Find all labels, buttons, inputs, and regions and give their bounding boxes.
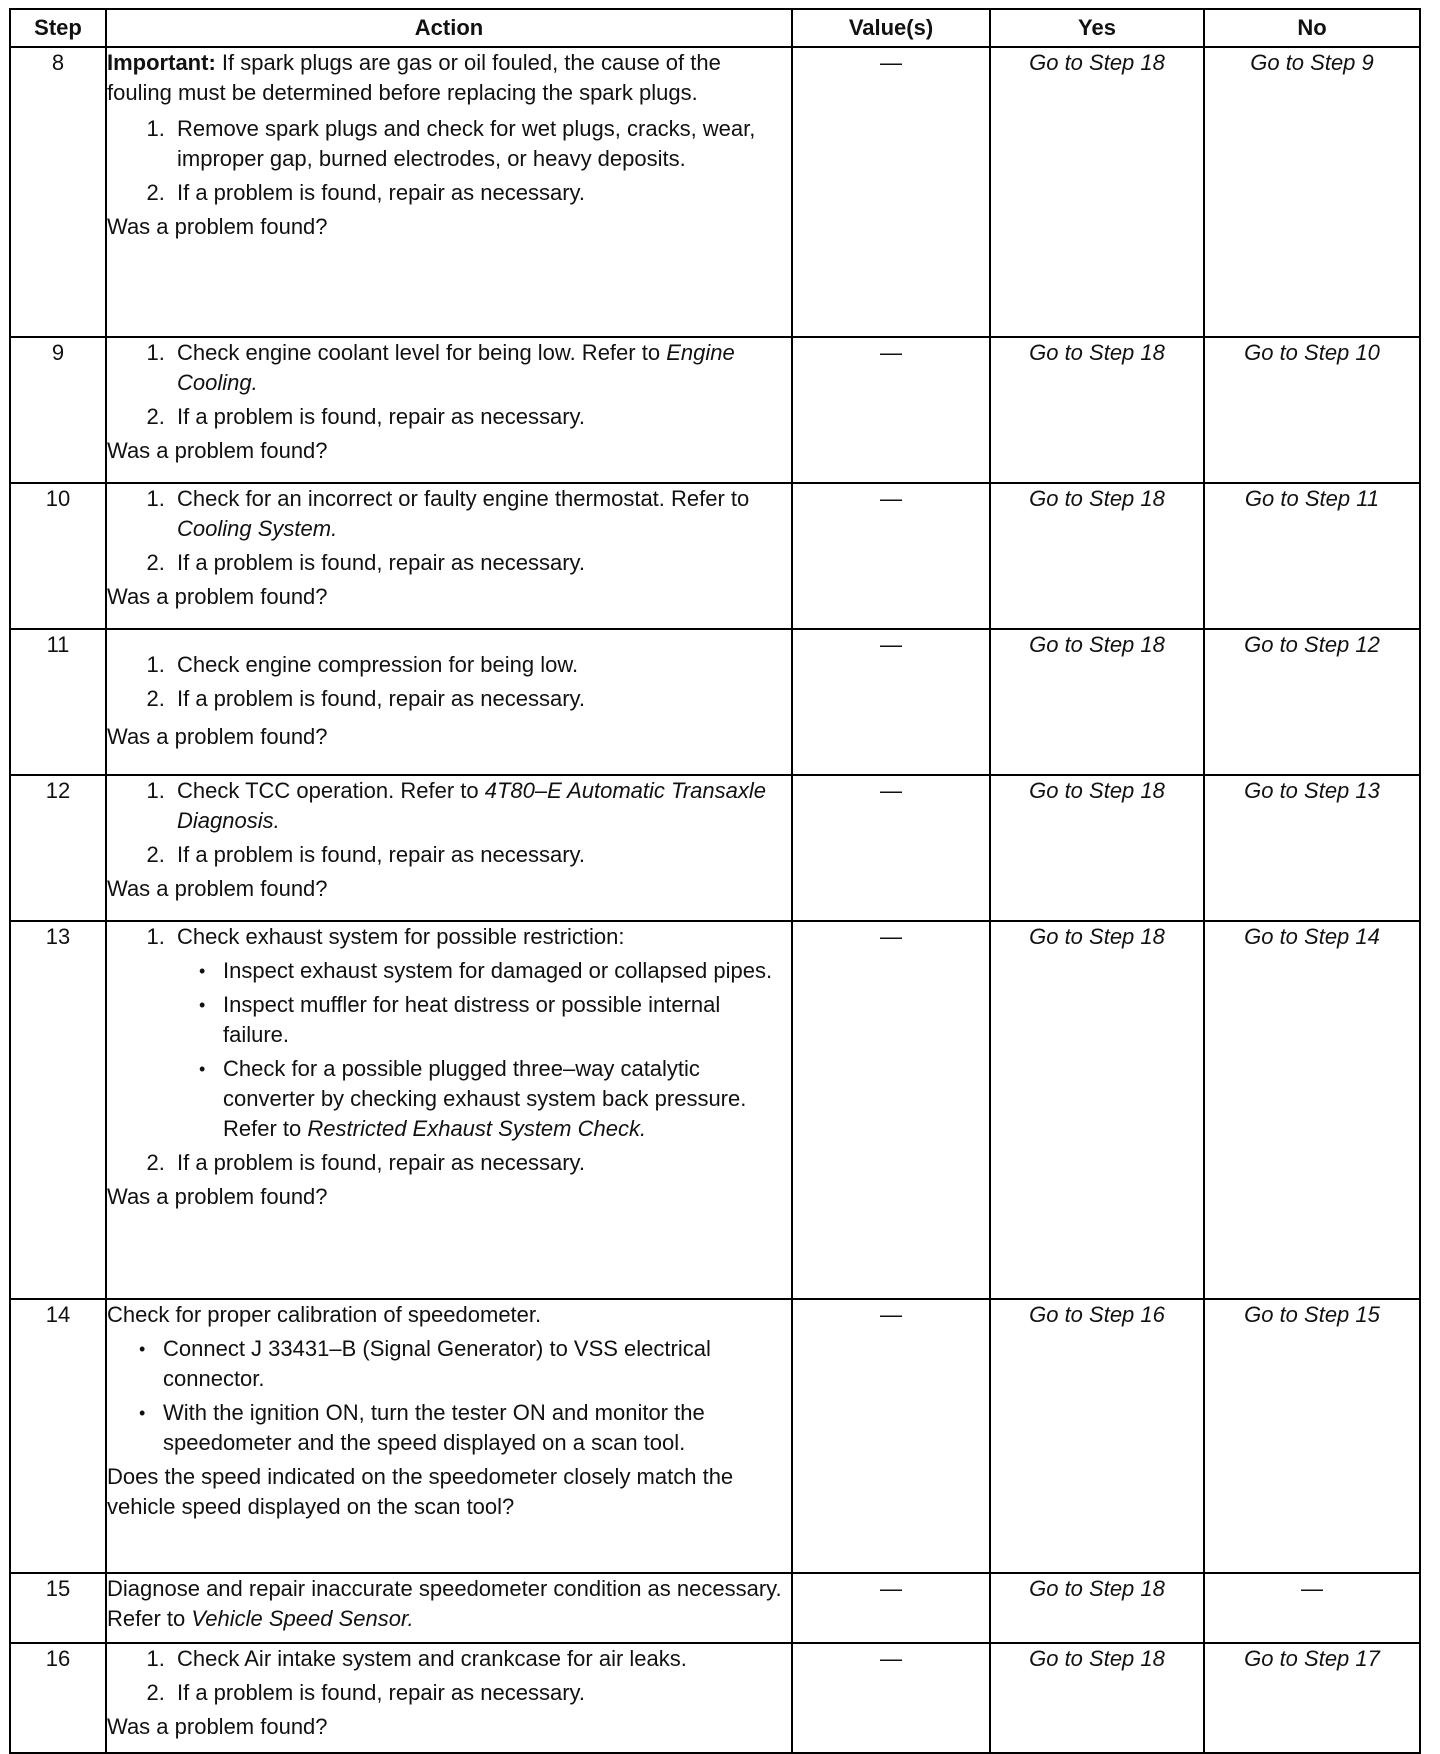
yes-cell: Go to Step 18	[990, 775, 1204, 921]
step-number: 12	[10, 775, 106, 921]
action-step-item	[171, 338, 791, 398]
reference-link-text: Vehicle Speed Sensor.	[191, 1606, 414, 1631]
value-cell: —	[792, 1573, 990, 1643]
question-text: Was a problem found?	[107, 438, 328, 463]
bullet-item: • Connect J 33431–B (Signal Generator) to VSS electrical connector.	[151, 1334, 791, 1394]
action-steps	[107, 114, 791, 208]
reference-link-text: 4T80–E Automatic Transaxle Diagnosis.	[177, 778, 766, 833]
header-no: No	[1204, 9, 1420, 47]
yes-cell: Go to Step 16	[990, 1299, 1204, 1573]
intro-text: Check for proper calibration of speedometer.	[107, 1302, 542, 1327]
action-steps	[107, 922, 791, 1178]
no-cell: Go to Step 13	[1204, 775, 1420, 921]
table-row	[10, 47, 1420, 337]
important-label: Important:	[107, 50, 216, 75]
table-row	[10, 337, 1420, 483]
question-text: Does the speed indicated on the speedometer closely match the vehicle speed displayed on the scan tool?	[107, 1464, 734, 1519]
action-cell	[106, 775, 792, 921]
diagnostic-table-container	[9, 8, 1419, 1754]
step-text: Check TCC operation. Refer to	[177, 778, 479, 803]
value-cell: —	[792, 775, 990, 921]
step-number: 16	[10, 1643, 106, 1753]
action-step-item: 1. Check engine compression for being low.	[171, 650, 791, 680]
action-step-item	[171, 922, 791, 1144]
value-cell: —	[792, 1299, 990, 1573]
action-step-item: 2. If a problem is found, repair as necessary.	[171, 840, 791, 870]
reference-link-text: Cooling System.	[177, 516, 338, 541]
step-number: 14	[10, 1299, 106, 1573]
question-text: Was a problem found?	[107, 584, 328, 609]
action-cell	[106, 47, 792, 337]
bullet-list	[107, 1334, 791, 1458]
no-cell: Go to Step 10	[1204, 337, 1420, 483]
action-cell	[106, 483, 792, 629]
header-row	[10, 9, 1420, 47]
value-cell: —	[792, 921, 990, 1299]
action-step-item: 1. Check Air intake system and crankcase for air leaks.	[171, 1644, 791, 1674]
header-action: Action	[106, 9, 792, 47]
no-cell: Go to Step 15	[1204, 1299, 1420, 1573]
reference-link-text: Engine Cooling.	[177, 340, 735, 395]
yes-cell: Go to Step 18	[990, 337, 1204, 483]
bullet-list	[177, 956, 791, 1144]
action-step-item: 2. If a problem is found, repair as necessary.	[171, 402, 791, 432]
no-cell: Go to Step 11	[1204, 483, 1420, 629]
important-note	[107, 48, 791, 108]
action-cell	[106, 629, 792, 775]
question-text: Was a problem found?	[107, 1714, 328, 1739]
action-step-item: 2. If a problem is found, repair as necessary.	[171, 548, 791, 578]
header-values: Value(s)	[792, 9, 990, 47]
action-step-item: 2. If a problem is found, repair as necessary.	[171, 1148, 791, 1178]
action-steps	[107, 776, 791, 870]
question-text: Was a problem found?	[107, 724, 328, 749]
action-cell	[106, 1643, 792, 1753]
header-step: Step	[10, 9, 106, 47]
diagnostic-table	[9, 8, 1421, 1754]
step-text: Check for an incorrect or faulty engine thermostat. Refer to	[177, 486, 750, 511]
step-text: Check exhaust system for possible restriction:	[177, 924, 625, 949]
action-steps	[107, 650, 791, 714]
action-cell	[106, 1299, 792, 1573]
question-text: Was a problem found?	[107, 214, 328, 239]
bullet-item: • With the ignition ON, turn the tester ON and monitor the speedometer and the speed displayed on a scan tool.	[151, 1398, 791, 1458]
no-cell: Go to Step 12	[1204, 629, 1420, 775]
table-row	[10, 483, 1420, 629]
step-number: 8	[10, 47, 106, 337]
action-cell	[106, 337, 792, 483]
table-row	[10, 1299, 1420, 1573]
table-row	[10, 1573, 1420, 1643]
action-step-item	[171, 776, 791, 836]
bullet-text: Check for a possible plugged three–way catalytic converter by checking exhaust system back pressure. Refer to	[223, 1056, 747, 1141]
step-number: 10	[10, 483, 106, 629]
header-yes: Yes	[990, 9, 1204, 47]
question-text: Was a problem found?	[107, 876, 328, 901]
step-number: 11	[10, 629, 106, 775]
no-cell: Go to Step 14	[1204, 921, 1420, 1299]
yes-cell: Go to Step 18	[990, 921, 1204, 1299]
value-cell: —	[792, 483, 990, 629]
table-row	[10, 921, 1420, 1299]
step-number: 9	[10, 337, 106, 483]
action-step-item: 2. If a problem is found, repair as necessary.	[171, 178, 791, 208]
reference-link-text: Restricted Exhaust System Check.	[307, 1116, 647, 1141]
action-steps	[107, 484, 791, 578]
action-step-item: 2. If a problem is found, repair as necessary.	[171, 1678, 791, 1708]
action-step-item: 1. Remove spark plugs and check for wet plugs, cracks, wear, improper gap, burned electrodes, or heavy deposits.	[171, 114, 791, 174]
action-steps	[107, 1644, 791, 1708]
no-cell: Go to Step 17	[1204, 1643, 1420, 1753]
table-row	[10, 629, 1420, 775]
step-number: 15	[10, 1573, 106, 1643]
important-text: If spark plugs are gas or oil fouled, the cause of the fouling must be determined before replacing the spark plugs.	[107, 50, 721, 105]
step-text: Diagnose and repair inaccurate speedometer condition as necessary. Refer to	[107, 1576, 782, 1631]
action-cell	[106, 921, 792, 1299]
yes-cell: Go to Step 18	[990, 629, 1204, 775]
value-cell: —	[792, 47, 990, 337]
value-cell: —	[792, 337, 990, 483]
yes-cell: Go to Step 18	[990, 483, 1204, 629]
bullet-item	[211, 1054, 791, 1144]
bullet-item: • Inspect exhaust system for damaged or collapsed pipes.	[211, 956, 791, 986]
action-step-item: 2. If a problem is found, repair as necessary.	[171, 684, 791, 714]
action-steps	[107, 338, 791, 432]
value-cell: —	[792, 1643, 990, 1753]
action-step-item	[171, 484, 791, 544]
yes-cell: Go to Step 18	[990, 47, 1204, 337]
value-cell: —	[792, 629, 990, 775]
no-cell: —	[1204, 1573, 1420, 1643]
step-number: 13	[10, 921, 106, 1299]
action-cell	[106, 1573, 792, 1643]
bullet-item: • Inspect muffler for heat distress or possible internal failure.	[211, 990, 791, 1050]
table-row	[10, 775, 1420, 921]
yes-cell: Go to Step 18	[990, 1573, 1204, 1643]
question-text: Was a problem found?	[107, 1184, 328, 1209]
step-text: Check engine coolant level for being low. Refer to	[177, 340, 661, 365]
table-row	[10, 1643, 1420, 1753]
no-cell: Go to Step 9	[1204, 47, 1420, 337]
yes-cell: Go to Step 18	[990, 1643, 1204, 1753]
